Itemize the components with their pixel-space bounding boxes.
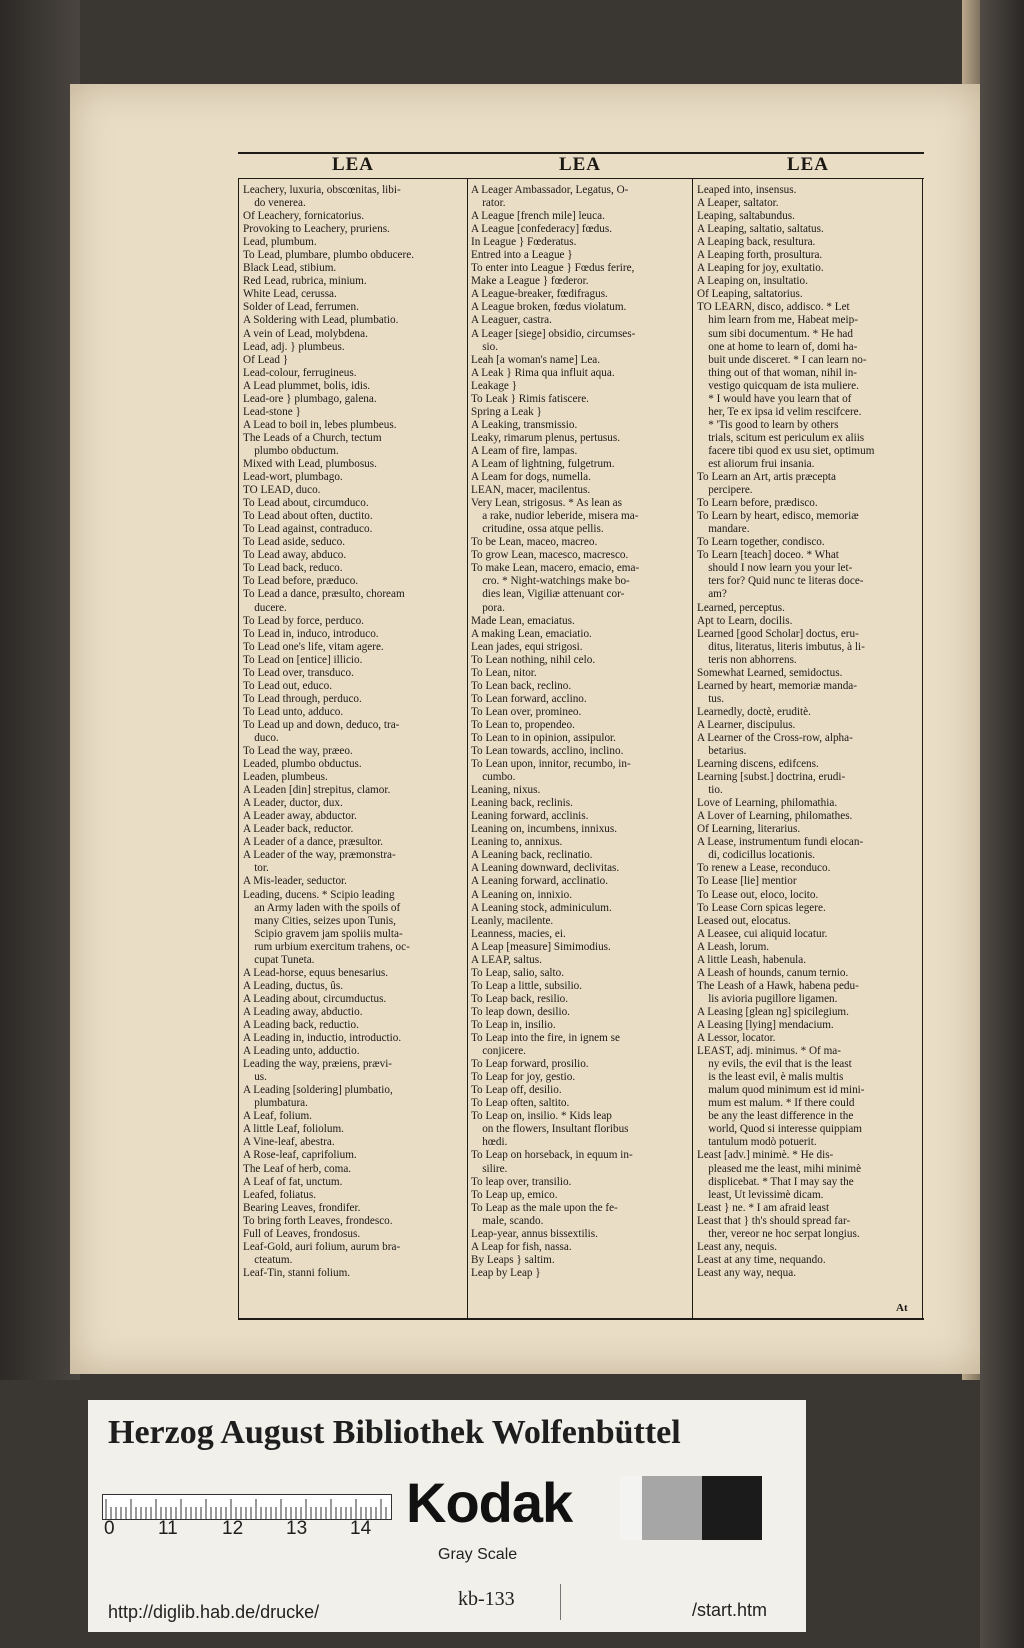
entry-line: A Leaf of fat, unctum. bbox=[243, 1175, 343, 1188]
entry-line: To Lease [lie] mentior bbox=[697, 875, 797, 888]
entry-line: Leaden, plumbeus. bbox=[243, 771, 328, 784]
entry-line: ther, vereor ne hoc serpat longius. bbox=[697, 1227, 860, 1240]
entry-line: A vein of Lead, molybdena. bbox=[243, 327, 368, 340]
ruler-number: 14 bbox=[350, 1518, 372, 1539]
entry-line: To Leak } Rimis fatiscere. bbox=[471, 392, 589, 405]
entry-line: A Leaper, saltator. bbox=[697, 197, 779, 210]
entry-line: Lead-wort, plumbago. bbox=[243, 471, 343, 484]
entry-line: Leading the way, præiens, prævi- bbox=[243, 1058, 393, 1071]
entry-line: tor. bbox=[243, 862, 269, 875]
entry-line: an Army laden with the spoils of bbox=[243, 901, 401, 914]
entry-line: A Leaping for joy, exultatio. bbox=[697, 262, 824, 275]
entry-line: Entred into a League } bbox=[471, 249, 573, 262]
entry-line: am? bbox=[697, 588, 727, 601]
entry-line: To Lead by force, perduco. bbox=[243, 614, 364, 627]
entry-line: sum sibi documentum. * He had bbox=[697, 327, 853, 340]
entry-line: A Leaning forward, acclinatio. bbox=[471, 875, 608, 888]
entry-line: To Leap on horseback, in equum in- bbox=[471, 1149, 633, 1162]
entry-line: betarius. bbox=[697, 745, 747, 758]
entry-line: Learned, perceptus. bbox=[697, 601, 785, 614]
entry-line: To leap down, desilio. bbox=[471, 1005, 570, 1018]
entry-line: Leaping, saltabundus. bbox=[697, 210, 795, 223]
entry-line: tantulum modò potuerit. bbox=[697, 1136, 817, 1149]
entry-line: A Leaning back, reclinatio. bbox=[471, 849, 593, 862]
entry-line: To grow Lean, macesco, macresco. bbox=[471, 549, 629, 562]
entry-line: Least any, nequis. bbox=[697, 1240, 778, 1253]
entry-line: Of Leaping, saltatorius. bbox=[697, 288, 803, 301]
entry-line: Leap-year, annus bissextilis. bbox=[471, 1227, 598, 1240]
entry-line: A Lead-horse, equus benesarius. bbox=[243, 966, 389, 979]
entry-line: Least that } th's should spread far- bbox=[697, 1214, 851, 1227]
entry-line: Leaded, plumbo obductus. bbox=[243, 758, 362, 771]
entry-line: A Leap [measure] Simimodius. bbox=[471, 940, 611, 953]
library-title: Herzog August Bibliothek Wolfenbüttel bbox=[108, 1414, 681, 1451]
entry-line: A Leaping forth, prosultura. bbox=[697, 249, 823, 262]
entry-line: To Leap off, desilio. bbox=[471, 1084, 562, 1097]
entry-line: To Leap for joy, gestio. bbox=[471, 1071, 576, 1084]
entry-line: By Leaps } saltim. bbox=[471, 1253, 555, 1266]
url-right: /start.htm bbox=[692, 1600, 768, 1620]
entry-line: many Cities, seizes upon Tunis, bbox=[243, 914, 396, 927]
entry-line: To Lead out, educo. bbox=[243, 679, 332, 692]
entry-line: thing out of that woman, nihil in- bbox=[697, 366, 858, 379]
entry-line: Leaf-Gold, auri folium, aurum bra- bbox=[243, 1240, 401, 1253]
entry-line: To Lead the way, præeo. bbox=[243, 745, 353, 758]
entry-line: Scipio gravem jam spoliis multa- bbox=[243, 927, 403, 940]
entry-line: Leased out, elocatus. bbox=[697, 914, 791, 927]
entry-line: To Lean to in opinion, assipulor. bbox=[471, 731, 616, 744]
entry-line: To Lean upon, innitor, recumbo, in- bbox=[471, 758, 631, 771]
entry-line: To Lead against, contraduco. bbox=[243, 523, 373, 536]
entry-line: To renew a Lease, reconduco. bbox=[697, 862, 831, 875]
entry-line: A League broken, fœdus violatum. bbox=[471, 301, 627, 314]
entry-line: A Leaping back, resultura. bbox=[697, 236, 816, 249]
entry-line: To Lease Corn spicas legere. bbox=[697, 901, 826, 914]
entry-line: critudine, ossa atque pellis. bbox=[471, 523, 604, 536]
ruler-number: 13 bbox=[286, 1518, 308, 1539]
entry-line: Of Leachery, fornicatorius. bbox=[243, 210, 365, 223]
entry-line: A Leaning stock, adminiculum. bbox=[471, 901, 612, 914]
entry-line: Leaped into, insensus. bbox=[697, 184, 797, 196]
entry-line: The Leaf of herb, coma. bbox=[243, 1162, 352, 1175]
entry-line: Leanly, macilente. bbox=[471, 914, 554, 927]
entry-line: A Leasing [lying] mendacium. bbox=[697, 1019, 834, 1031]
entry-line: To bring forth Leaves, frondesco. bbox=[243, 1214, 393, 1227]
entry-line: Provoking to Leachery, pruriens. bbox=[243, 223, 390, 236]
entry-line: To Lead about, circumduco. bbox=[243, 497, 369, 510]
entry-line: Full of Leaves, frondosus. bbox=[243, 1227, 361, 1240]
entry-line: To Lead on [entice] illicio. bbox=[243, 653, 363, 666]
entry-line: world, Quod si interesse quippiam bbox=[697, 1123, 862, 1136]
column-rule-1 bbox=[467, 178, 468, 1318]
entry-line: A Leading, ductus, ûs. bbox=[243, 979, 344, 992]
entry-line: The Leads of a Church, tectum bbox=[243, 431, 382, 444]
entry-line: To Leap into the fire, in ignem se bbox=[471, 1032, 620, 1045]
catchword: At bbox=[896, 1302, 908, 1314]
entry-line: facere tibi quod ex usu siet, optimum bbox=[697, 444, 875, 457]
entry-line: To Learn together, condisco. bbox=[697, 536, 825, 549]
entry-line: one at home to learn of, domi ha- bbox=[697, 340, 858, 353]
entry-line: buit unde disceret. * I can learn no- bbox=[697, 353, 867, 366]
entry-line: least, Ut levissimè dicam. bbox=[697, 1188, 824, 1201]
entry-line: A Leap for fish, nassa. bbox=[471, 1240, 572, 1253]
entry-line: To Leap, salio, salto. bbox=[471, 966, 565, 979]
entry-line: A Leaping on, insultatio. bbox=[697, 275, 808, 288]
entry-line: Leaning back, reclinis. bbox=[471, 797, 573, 810]
entry-line: should I now learn you your let- bbox=[697, 562, 853, 575]
header-rule bbox=[238, 178, 924, 179]
entry-line: cro. * Night-watchings make bo- bbox=[471, 575, 630, 588]
ruler-number: 0 bbox=[104, 1518, 115, 1539]
entry-line: A Leaning downward, declivitas. bbox=[471, 862, 620, 875]
entry-line: * I would have you learn that of bbox=[697, 392, 852, 405]
entry-line: To Lean nothing, nihil celo. bbox=[471, 653, 596, 666]
entry-line: A Mis-leader, seductor. bbox=[243, 875, 347, 888]
entry-line: ters for? Quid nunc te literas doce- bbox=[697, 575, 864, 588]
entry-line: A Vine-leaf, abestra. bbox=[243, 1136, 335, 1149]
entry-line: A Leash of hounds, canum ternio. bbox=[697, 966, 849, 979]
entry-line: To Leap on, insilio. * Kids leap bbox=[471, 1110, 612, 1123]
entry-line: A little Leaf, foliolum. bbox=[243, 1123, 344, 1136]
entry-line: pleased me the least, mihi minimè bbox=[697, 1162, 862, 1175]
entry-line: Learning discens, edifcens. bbox=[697, 758, 819, 771]
entry-line: A Leading away, abductio. bbox=[243, 1005, 363, 1018]
entry-line: To Lead before, præduco. bbox=[243, 575, 359, 588]
entry-line: A Leager Ambassador, Legatus, O- bbox=[471, 184, 629, 196]
gray-swatch-black bbox=[702, 1476, 762, 1540]
entry-line: Least } ne. * I am afraid least bbox=[697, 1201, 830, 1214]
entry-line: A Learner, discipulus. bbox=[697, 718, 796, 731]
entry-line: A Leak } Rima qua influit aqua. bbox=[471, 366, 615, 379]
entry-line: A Leaden [din] strepitus, clamor. bbox=[243, 784, 391, 797]
entry-line: To Lean back, reclino. bbox=[471, 679, 572, 692]
entry-line: To leap over, transilio. bbox=[471, 1175, 572, 1188]
entry-line: To Lease out, eloco, locito. bbox=[697, 888, 819, 901]
entry-line: The Leash of a Hawk, habena pedu- bbox=[697, 979, 859, 992]
entry-line: To Lead through, perduco. bbox=[243, 692, 362, 705]
entry-line: To Leap up, emico. bbox=[471, 1188, 558, 1201]
entry-line: To Lean to, propendeo. bbox=[471, 718, 575, 731]
entry-line: To Lead about often, ductito. bbox=[243, 510, 373, 523]
entry-line: Leaning to, annixus. bbox=[471, 836, 563, 849]
entry-line: Leachery, luxuria, obscœnitas, libi- bbox=[243, 184, 401, 196]
entry-line: A Leasing [glean ng] spicilegium. bbox=[697, 1005, 849, 1018]
entry-line: Leaky, rimarum plenus, pertusus. bbox=[471, 431, 621, 444]
entry-line: To Lead aside, seduco. bbox=[243, 536, 346, 549]
entry-line: To Lead in, induco, introduco. bbox=[243, 627, 379, 640]
entry-line: A Lead plummet, bolis, idis. bbox=[243, 379, 371, 392]
entry-line: Of Lead } bbox=[243, 353, 289, 366]
dictionary-column-2 bbox=[471, 184, 690, 1312]
entry-line: To Leap in, insilio. bbox=[471, 1019, 556, 1031]
entry-line: Learned by heart, memoriæ manda- bbox=[697, 679, 857, 692]
entry-line: A making Lean, emaciatio. bbox=[471, 627, 592, 640]
entry-line: Very Lean, strigosus. * As lean as bbox=[471, 497, 623, 510]
entry-line: A Learner of the Cross-row, alpha- bbox=[697, 731, 853, 744]
entry-line: To Leap a little, subsilio. bbox=[471, 979, 583, 992]
entry-line: A Leader away, abductor. bbox=[243, 810, 357, 823]
entry-line: To Leap back, resilio. bbox=[471, 992, 569, 1005]
entry-line: A Leader of a dance, præsultor. bbox=[243, 836, 384, 849]
entry-line: Leaning, nixus. bbox=[471, 784, 541, 797]
entry-line: Lead, plumbum. bbox=[243, 236, 317, 249]
entry-line: be any the least difference in the bbox=[697, 1110, 854, 1123]
entry-line: A Leaf, folium. bbox=[243, 1110, 312, 1123]
entry-line: A Leam of lightning, fulgetrum. bbox=[471, 457, 615, 470]
entry-line: her, Te ex ipsa id velim rescifcere. bbox=[697, 405, 862, 418]
entry-line: To Lead back, reduco. bbox=[243, 562, 343, 575]
entry-line: Least [adv.] minimè. * He dis- bbox=[697, 1149, 834, 1162]
entry-line: To Lean over, promineo. bbox=[471, 705, 582, 718]
entry-line: A League-breaker, fœdifragus. bbox=[471, 288, 608, 301]
entry-line: ducere. bbox=[243, 601, 287, 614]
entry-line: In League } Fœderatus. bbox=[471, 236, 577, 249]
entry-line: Black Lead, stibium. bbox=[243, 262, 337, 275]
gray-swatch-white bbox=[620, 1476, 642, 1540]
url-left: http://diglib.hab.de/drucke/ bbox=[108, 1602, 320, 1622]
entry-line: displicebat. * That I may say the bbox=[697, 1175, 854, 1188]
entry-line: vestigo quicquam de ista muliere. bbox=[697, 379, 859, 392]
entry-line: LEAST, adj. minimus. * Of ma- bbox=[697, 1045, 841, 1058]
entry-line: To Lead unto, adduco. bbox=[243, 705, 344, 718]
entry-line: A Leading in, inductio, introductio. bbox=[243, 1032, 402, 1045]
entry-line: him learn from me, Habeat meip- bbox=[697, 314, 858, 327]
entry-line: TO LEAD, duco. bbox=[243, 484, 321, 497]
column-rule-left bbox=[238, 178, 239, 1318]
entry-line: To make Lean, macero, emacio, ema- bbox=[471, 562, 640, 575]
entry-line: To Lead over, transduco. bbox=[243, 666, 354, 679]
entry-line: percipere. bbox=[697, 484, 753, 497]
entry-line: A Leaking, transmissio. bbox=[471, 418, 578, 431]
bottom-rule bbox=[238, 1318, 924, 1320]
entry-line: A Leaguer, castra. bbox=[471, 314, 552, 327]
entry-line: Lean jades, equi strigosi. bbox=[471, 640, 583, 653]
scan-code: kb-133 bbox=[458, 1588, 515, 1610]
entry-line: To be Lean, maceo, macreo. bbox=[471, 536, 598, 549]
entry-line: Solder of Lead, ferrumen. bbox=[243, 301, 359, 314]
entry-line: pora. bbox=[471, 601, 505, 614]
entry-line: To Leap as the male upon the fe- bbox=[471, 1201, 618, 1214]
entry-line: To Lead, plumbare, plumbo obducere. bbox=[243, 249, 415, 262]
entry-line: rator. bbox=[471, 197, 506, 210]
entry-line: Leah [a woman's name] Lea. bbox=[471, 353, 601, 366]
entry-line: To Lean towards, acclino, inclino. bbox=[471, 745, 624, 758]
library-card bbox=[88, 1400, 806, 1632]
entry-line: ny evils, the evil that is the least bbox=[697, 1058, 852, 1071]
ruler-ticks bbox=[103, 1495, 391, 1519]
entry-line: To enter into League } Fœdus ferire, bbox=[471, 262, 635, 275]
entry-line: Leaning forward, acclinis. bbox=[471, 810, 589, 823]
entry-line: Least at any time, nequando. bbox=[697, 1253, 826, 1266]
entry-line: Lead-colour, ferrugineus. bbox=[243, 366, 357, 379]
entry-line: A Lessor, locator. bbox=[697, 1032, 776, 1045]
entry-line: Make a League } fœderor. bbox=[471, 275, 589, 288]
entry-line: cumbo. bbox=[471, 771, 516, 784]
entry-line: To Learn an Art, artis præcepta bbox=[697, 471, 837, 484]
column-header-1: LEA bbox=[331, 154, 375, 175]
kodak-logo: Kodak bbox=[406, 1471, 573, 1534]
column-rule-right bbox=[922, 178, 923, 1318]
entry-line: To Learn by heart, edisco, memoriæ bbox=[697, 510, 859, 523]
entry-line: A Leash, lorum. bbox=[697, 940, 770, 953]
entry-line: To Learn before, prædisco. bbox=[697, 497, 818, 510]
entry-line: hœdi. bbox=[471, 1136, 508, 1149]
column-header-3: LEA bbox=[786, 154, 830, 175]
entry-line: Red Lead, rubrica, minium. bbox=[243, 275, 367, 288]
entry-line: White Lead, cerussa. bbox=[243, 288, 337, 301]
entry-line: To Learn [teach] doceo. * What bbox=[697, 549, 839, 562]
entry-line: A Leading back, reductio. bbox=[243, 1019, 359, 1031]
entry-line: A Leaning on, innixio. bbox=[471, 888, 572, 901]
dictionary-column-1 bbox=[243, 184, 465, 1312]
entry-line: Least any way, nequa. bbox=[697, 1266, 796, 1279]
entry-line: A Leading about, circumductus. bbox=[243, 992, 387, 1005]
entry-line: Leakage } bbox=[471, 379, 518, 392]
entry-line: Leanness, macies, ei. bbox=[471, 927, 566, 940]
entry-line: ditus, literatus, literis imbutus, à li- bbox=[697, 640, 865, 653]
entry-line: tus. bbox=[697, 692, 725, 705]
entry-line: on the flowers, Insultant floribus bbox=[471, 1123, 629, 1136]
book-edge-left bbox=[0, 0, 80, 1380]
entry-line: A Leader of the way, præmonstra- bbox=[243, 849, 396, 862]
entry-line: Lead-stone } bbox=[243, 405, 301, 418]
entry-line: A Lover of Learning, philomathes. bbox=[697, 810, 853, 823]
entry-line: teris non abhorrens. bbox=[697, 653, 797, 666]
entry-line: A Leager [siege] obsidio, circumses- bbox=[471, 327, 636, 340]
entry-line: cupat Tuneta. bbox=[243, 953, 315, 966]
entry-line: A Lead to boil in, lebes plumbeus. bbox=[243, 418, 397, 431]
entry-line: A Lease, instrumentum fundi elocan- bbox=[697, 836, 864, 849]
entry-line: Leaning on, incumbens, innixus. bbox=[471, 823, 618, 836]
entry-line: sio. bbox=[471, 340, 499, 353]
column-rule-2 bbox=[692, 178, 693, 1318]
entry-line: malum quod minimum est id mini- bbox=[697, 1084, 865, 1097]
entry-line: Love of Learning, philomathia. bbox=[697, 797, 838, 810]
gray-scale-label: Gray Scale bbox=[438, 1546, 518, 1563]
entry-line: Lead-ore } plumbago, galena. bbox=[243, 392, 377, 405]
entry-line: lis avioria pugillore ligamen. bbox=[697, 992, 838, 1005]
entry-line: Bearing Leaves, frondifer. bbox=[243, 1201, 361, 1214]
entry-line: mandare. bbox=[697, 523, 750, 536]
entry-line: Spring a Leak } bbox=[471, 405, 542, 418]
entry-line: cteatum. bbox=[243, 1253, 293, 1266]
entry-line: Learnedly, doctè, eruditè. bbox=[697, 705, 811, 718]
entry-line: A LEAP, saltus. bbox=[471, 953, 542, 966]
entry-line: To Leap often, saltito. bbox=[471, 1097, 570, 1110]
entry-line: * 'Tis good to learn by others bbox=[697, 418, 839, 431]
entry-line: duco. bbox=[243, 731, 279, 744]
entry-line: Leading, ducens. * Scipio leading bbox=[243, 888, 395, 901]
entry-line: TO LEARN, disco, addisco. * Let bbox=[697, 301, 850, 314]
entry-line: Learned [good Scholar] doctus, eru- bbox=[697, 627, 859, 640]
entry-line: To Lean forward, acclino. bbox=[471, 692, 587, 705]
entry-line: us. bbox=[243, 1071, 267, 1084]
entry-line: To Leap forward, prosilio. bbox=[471, 1058, 589, 1071]
entry-line: a rake, nudior leberide, misera ma- bbox=[471, 510, 639, 523]
entry-line: To Lead away, abduco. bbox=[243, 549, 347, 562]
entry-line: conjicere. bbox=[471, 1045, 526, 1058]
entry-line: trials, scitum est periculum ex aliis bbox=[697, 431, 865, 444]
entry-line: A Leam of fire, lampas. bbox=[471, 444, 578, 457]
entry-line: tio. bbox=[697, 784, 723, 797]
entry-line: To Lead up and down, deduco, tra- bbox=[243, 718, 400, 731]
entry-line: A little Leash, habenula. bbox=[697, 953, 807, 966]
scale-ruler bbox=[102, 1494, 392, 1520]
book-edge-right bbox=[980, 0, 1024, 1648]
dictionary-column-3 bbox=[697, 184, 921, 1312]
gray-swatch-mid bbox=[642, 1476, 702, 1540]
entry-line: A Leader, ductor, dux. bbox=[243, 797, 343, 810]
entry-line: di, codicillus locationis. bbox=[697, 849, 816, 862]
entry-line: To Lead one's life, vitam agere. bbox=[243, 640, 384, 653]
entry-line: A Leading unto, adductio. bbox=[243, 1045, 360, 1058]
entry-line: LEAN, macer, macilentus. bbox=[471, 484, 591, 497]
entry-line: To Lean, nitor. bbox=[471, 666, 537, 679]
entry-line: Leaf-Tin, stanni folium. bbox=[243, 1266, 351, 1279]
entry-line: Lead, adj. } plumbeus. bbox=[243, 340, 345, 353]
entry-line: To Lead a dance, præsulto, choream bbox=[243, 588, 405, 601]
entry-line: dies lean, Vigiliæ attenuant cor- bbox=[471, 588, 625, 601]
column-header-2: LEA bbox=[558, 154, 602, 175]
entry-line: A Leading [soldering] plumbatio, bbox=[243, 1084, 393, 1097]
entry-line: A League [french mile] leuca. bbox=[471, 210, 605, 223]
entry-line: Of Learning, literarius. bbox=[697, 823, 801, 836]
entry-line: silire. bbox=[471, 1162, 508, 1175]
entry-line: Learning [subst.] doctrina, erudi- bbox=[697, 771, 846, 784]
entry-line: A Rose-leaf, caprifolium. bbox=[243, 1149, 357, 1162]
entry-line: plumbo obductum. bbox=[243, 444, 339, 457]
entry-line: do venerea. bbox=[243, 197, 306, 210]
entry-line: A Soldering with Lead, plumbatio. bbox=[243, 314, 399, 327]
entry-line: A Leaping, saltatio, saltatus. bbox=[697, 223, 824, 236]
entry-line: Somewhat Learned, semidoctus. bbox=[697, 666, 843, 679]
entry-line: rum urbium exercitum trahens, oc- bbox=[243, 940, 410, 953]
entry-line: Apt to Learn, docilis. bbox=[697, 614, 793, 627]
entry-line: Leap by Leap } bbox=[471, 1266, 541, 1279]
entry-line: A Leam for dogs, numella. bbox=[471, 471, 591, 484]
entry-line: Mixed with Lead, plumbosus. bbox=[243, 457, 377, 470]
entry-line: A League [confederacy] fœdus. bbox=[471, 223, 613, 236]
ruler-number: 11 bbox=[158, 1518, 178, 1539]
entry-line: Leafed, foliatus. bbox=[243, 1188, 316, 1201]
entry-line: male, scando. bbox=[471, 1214, 544, 1227]
entry-line: Made Lean, emaciatus. bbox=[471, 614, 575, 627]
ruler-number: 12 bbox=[222, 1518, 244, 1539]
entry-line: est aliorum frui insania. bbox=[697, 457, 815, 470]
entry-line: mum est malum. * If there could bbox=[697, 1097, 855, 1110]
entry-line: plumbatura. bbox=[243, 1097, 308, 1110]
entry-line: is the least evil, è malis multis bbox=[697, 1071, 844, 1084]
entry-line: A Leasee, cui aliquid locatur. bbox=[697, 927, 828, 940]
entry-line: A Leader back, reductor. bbox=[243, 823, 354, 836]
